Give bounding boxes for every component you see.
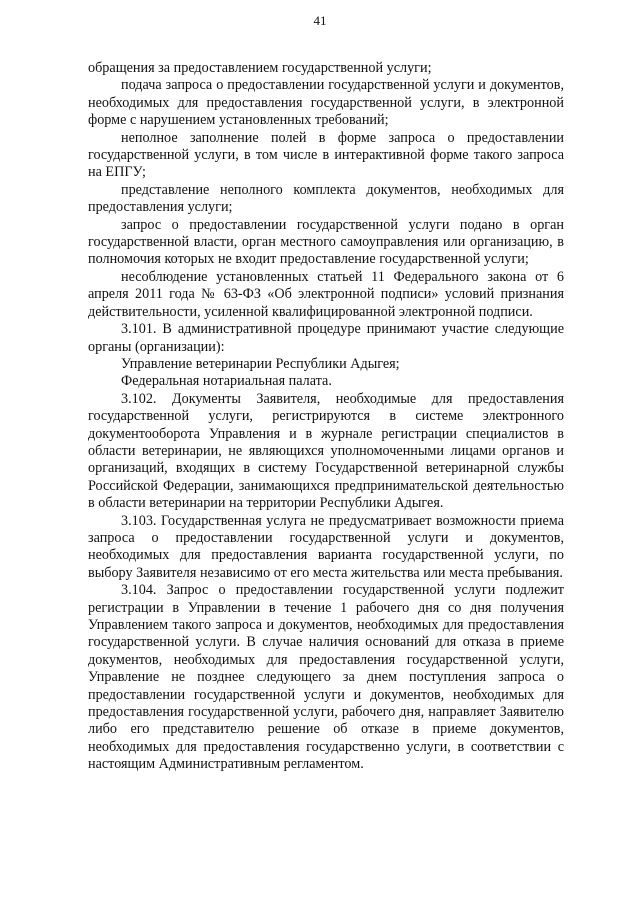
paragraph: представление неполного комплекта документов, необходимых для предоставления услуги; [88,181,564,216]
paragraph: неполное заполнение полей в форме запроса о предоставлении государственной услуги, в том числе в интерактивной форме такого запроса на ЕПГУ; [88,129,564,181]
paragraph: Федеральная нотариальная палата. [121,373,332,390]
paragraph: подача запроса о предоставлении государственной услуги и документов, необходимых для предоставления государственной услуги, в электронной форме с нарушением установленных требований; [88,77,564,129]
page-number: 41 [313,13,327,28]
paragraph: 3.102. Документы Заявителя, необходимые для предоставления государственной услуги, регистрируются в системе электронного документооборота Управления и в журнале регистрации специалистов в области ветеринарии, не являющихся уполномоченными лицами органов и организаций, входящих в систему Государственной ветеринарной службы Российской Федерации, занимающихся предпринимательской деятельностью в области ветеринарии на территории Республики Адыгея. [88,390,564,512]
document-body [88,60,564,774]
paragraph: обращения за предоставлением государственной услуги; [88,60,432,76]
paragraph: несоблюдение установленных статьей 11 Федерального закона от 6 апреля 2011 года № 63-ФЗ «Об электронной подписи» условий признания действительности, усиленной квалифицированной электронной подписи. [88,268,564,320]
paragraph: 3.104. Запрос о предоставлении государственной услуги подлежит регистрации в Управлении в течение 1 рабочего дня со дня получения Управлением такого запроса и документов, необходимых для предоставления государственной услуги. В случае наличия оснований для отказа в приеме документов, необходимых для предоставления государственной услуги, Управление не позднее следующего за днем поступления запроса о предоставлении государственной услуги и документов, необходимых для предоставления государственной услуги, рабочего дня, направляет Заявителю либо его представителю решение об отказе в приеме документов, необходимых для предоставления государственно услуги, в соответствии с настоящим Административным регламентом. [88,582,564,773]
paragraph: 3.101. В административной процедуре принимают участие следующие органы (организации): [88,321,564,355]
paragraph: Управление ветеринарии Республики Адыгея; [121,355,400,372]
paragraph: 3.103. Государственная услуга не предусматривает возможности приема запроса о предоставлении государственной услуги и документов, необходимых для предоставления варианта государственной услуги, по выбору Заявителя независимо от его места жительства или места пребывания. [88,512,564,581]
paragraph: запрос о предоставлении государственной услуги подано в орган государственной власти, орган местного самоуправления или организацию, в полномочия которых не входит предоставление государственной услуги; [88,216,564,268]
